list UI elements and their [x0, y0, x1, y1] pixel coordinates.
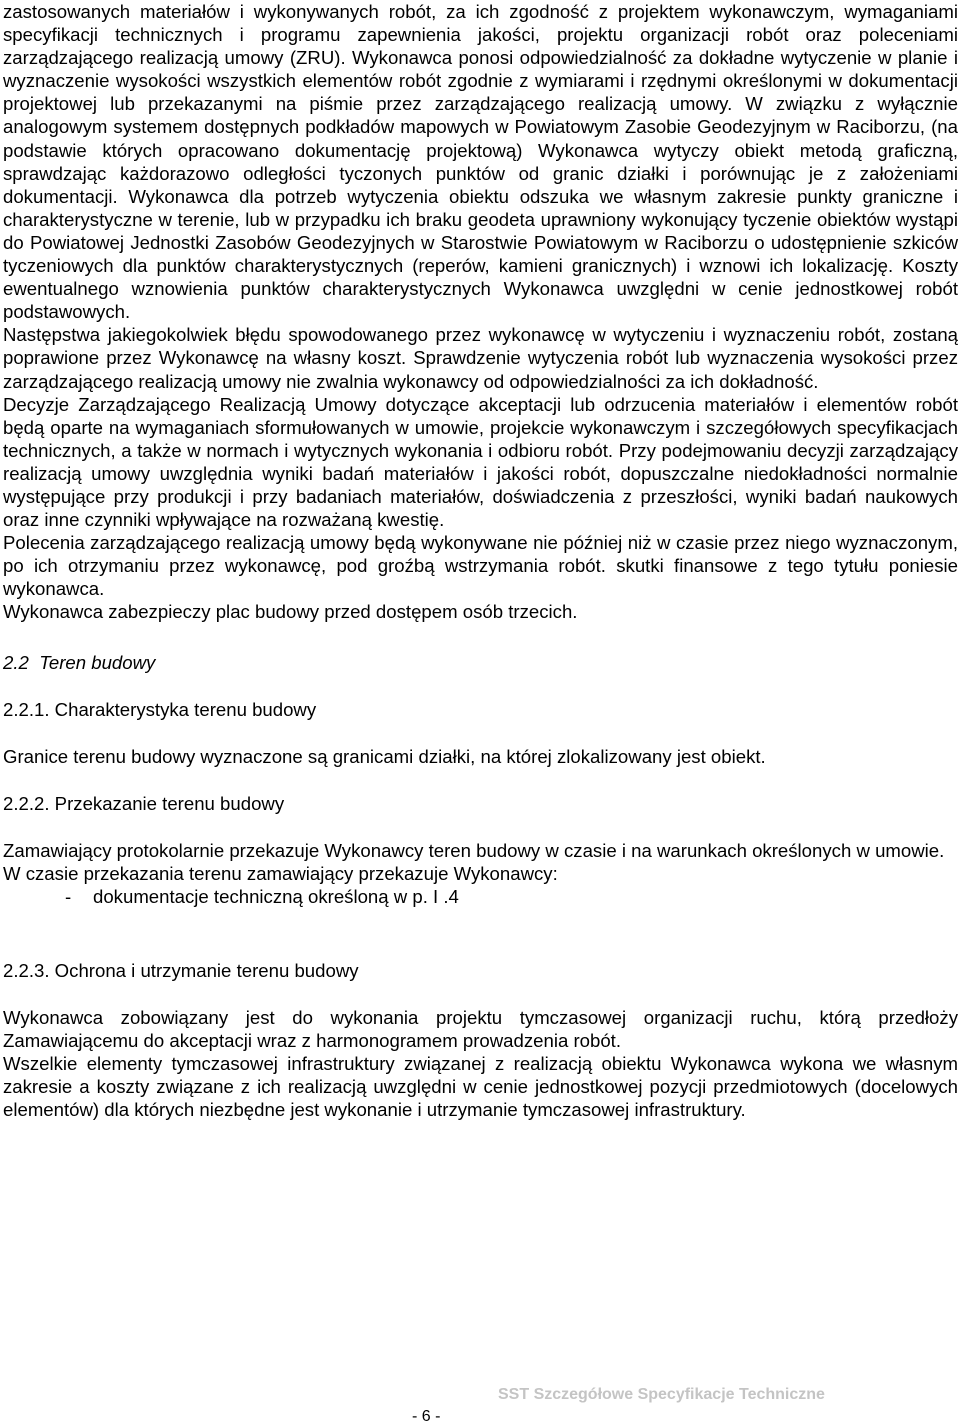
section-2-2-3-text2: Wszelkie elementy tymczasowej infrastruktury związanej z realizacją obiektu Wykonawca wykona we własnym zakresie a koszty związane z ich realizacją uwzględni w cenie jednostkowej pozycji przedmiotowych (docelowych elementów) dla których niezbędne jest wykonanie i utrzymanie tymczasowej infrastruktury. [3, 1053, 958, 1121]
section-2-2-3-text1: Wykonawca zobowiązany jest do wykonania projektu tymczasowej organizacji ruchu, którą przedłoży Zamawiającemu do akceptacji wraz z harmonogramem prowadzenia robót. [3, 1006, 958, 1051]
list-item-text: dokumentacje techniczną określoną w p. I .4 [93, 885, 459, 907]
list-item [3, 885, 958, 908]
paragraph-decyzje: Decyzje Zarządzającego Realizacją Umowy dotyczące akceptacji lub odrzucenia materiałów i elementów robót będą oparte na wymaganiach sformułowanych w umowie, projekcie wykonawczym i szczegółowych specyfikacjach technicznych, a także w normach i wytycznych wykonania i odbioru robót. Przy podejmowaniu decyzji zarządzający realizacją umowy uwzględnia wyniki badań materiałów i jakości robót, dopuszczalne niedokładności normalnie występujące przy produkcji i przy badaniach materiałów, doświadczenia z przeszłości, wyniki badań naukowych oraz inne czynniki wpływające na rozważaną kwestię. [3, 393, 958, 531]
section-2-2-3-heading: 2.2.3. Ochrona i utrzymanie terenu budowy [3, 959, 359, 981]
footer-title: SST Szczegółowe Specyfikacje Techniczne [498, 1386, 825, 1403]
list-dash: - [65, 885, 72, 907]
page-number: - 6 - [412, 1408, 441, 1425]
section-2-2-2-text2: W czasie przekazania terenu zamawiający przekazuje Wykonawcy: [3, 862, 558, 884]
document-page [3, 0, 958, 1121]
paragraph-nastepstwa: Następstwa jakiegokolwiek błędu spowodowanego przez wykonawcę w wytyczeniu i wyznaczeniu robót, zostaną poprawione przez Wykonawcę na własny koszt. Sprawdzenie wytyczenia robót lub wyznaczenia wysokości przez zarządzającego realizacją umowy nie zwalnia wykonawcy od odpowiedzialności za ich dokładność. [3, 324, 958, 392]
paragraph-polecenia: Polecenia zarządzającego realizacją umowy będą wykonywane nie później niż w czasie przez niego wyznaczonym, po ich otrzymaniu przez wykonawcę, pod groźbą wstrzymania robót. skutki finansowe z tego tytułu poniesie wykonawca. [3, 532, 958, 600]
section-2-2-title: Teren budowy [39, 651, 156, 673]
section-2-2-heading [3, 651, 958, 674]
paragraph-wytyczenie: zastosowanych materiałów i wykonywanych robót, za ich zgodność z projektem wykonawczym, wymaganiami specyfikacji technicznych i programu zapewnienia jakości, projektu organizacji robót oraz poleceniami zarządzającego realizacją umowy (ZRU). Wykonawca ponosi odpowiedzialność za dokładne wytyczenie w planie i wyznaczenie wysokości wszystkich elementów robót zgodnie z wymiarami i rzędnymi określonymi w dokumentacji projektowej lub przekazanymi na piśmie przez zarządzającego realizacją umowy. W związku z wyłącznie analogowym systemem dostępnych podkładów mapowych w Powiatowym Zasobie Geodezyjnym w Raciborzu, (na podstawie których opracowano dokumentację projektową) Wykonawca wytyczy obiekt metodą graficzną, sprawdzając każdorazowo odległości tyczonych punktów od granic działki i porównując je z założeniami dokumentacji. Wykonawca dla potrzeb wytyczenia obiektu odszuka we własnym zakresie punkty graniczne i charakterystyczne w terenie, lub w przypadku ich braku geodeta uprawniony wykonujący tyczenie obiektów wystąpi do Powiatowej Jednostki Zasobów Geodezyjnych w Starostwie Powiatowym w Raciborzu o udostępnienie szkiców tyczeniowych dla punktów charakterystycznych (reperów, kamieni granicznych) i wznowi ich lokalizację. Koszty ewentualnego wznowienia punktów charakterystycznych Wykonawca uwzględni w cenie jednostkowej robót podstawowych. [3, 1, 958, 323]
section-2-2-2-text1: Zamawiający protokolarnie przekazuje Wykonawcy teren budowy w czasie i na warunkach określonych w umowie. [3, 839, 945, 861]
section-2-2-number: 2.2 [3, 651, 29, 673]
section-2-2-1-text: Granice terenu budowy wyznaczone są granicami działki, na której zlokalizowany jest obiekt. [3, 745, 766, 767]
section-2-2-1-heading: 2.2.1. Charakterystyka terenu budowy [3, 698, 317, 720]
paragraph-zabezpieczenie: Wykonawca zabezpieczy plac budowy przed dostępem osób trzecich. [3, 601, 578, 623]
section-2-2-2-heading: 2.2.2. Przekazanie terenu budowy [3, 792, 285, 814]
